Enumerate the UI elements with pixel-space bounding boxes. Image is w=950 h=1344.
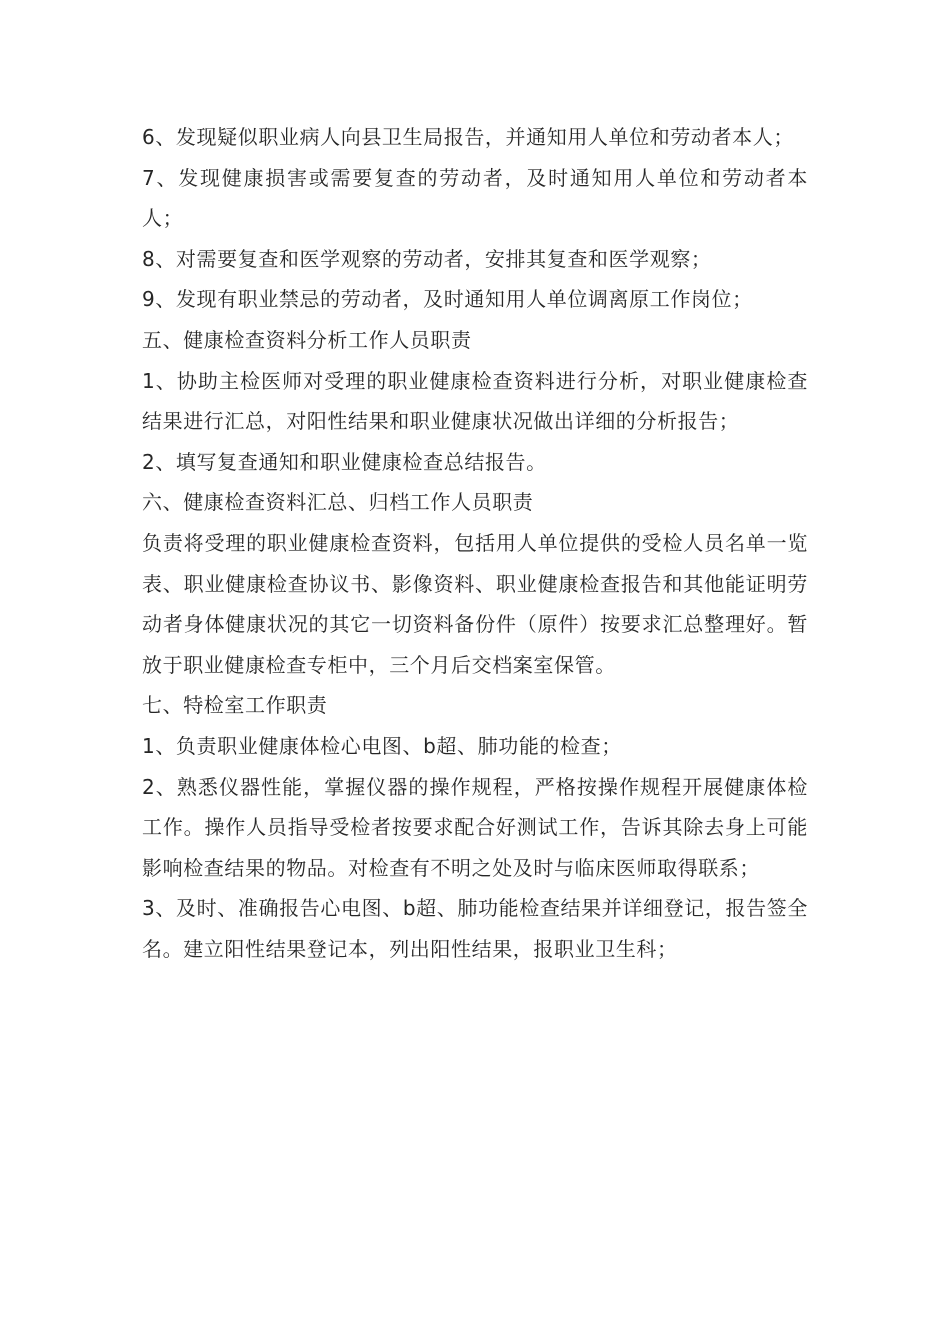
paragraph-section7-item-1: 1、负责职业健康体检心电图、b超、肺功能的检查； [142,733,622,758]
paragraph-section7-item-2: 2、熟悉仪器性能，掌握仪器的操作规程，严格按操作规程开展健康体检工作。操作人员指导受检者按要求配合好测试工作，告诉其除去身上可能影响检查结果的物品。对检查有不明之处及时与临床医师取得联系； [142,774,808,880]
paragraph-item-7-health-damage-review: 7、发现健康损害或需要复查的劳动者，及时通知用人单位和劳动者本人； [142,165,808,231]
paragraph-section5-item-2: 2、填写复查通知和职业健康检查总结报告。 [142,449,547,474]
section-heading-6: 六、健康检查资料汇总、归档工作人员职责 [142,490,534,515]
paragraph-item-6-suspected-occupational-disease: 6、发现疑似职业病人向县卫生局报告，并通知用人单位和劳动者本人； [142,125,794,149]
paragraph-item-8-review-observation: 8、对需要复查和医学观察的劳动者，安排其复查和医学观察； [142,246,712,271]
section-heading-5: 五、健康检查资料分析工作人员职责 [142,327,472,352]
paragraph-section7-item-3: 3、及时、准确报告心电图、b超、肺功能检查结果并详细登记，报告签全名。建立阳性结果登记本，列出阳性结果，报职业卫生科； [142,896,808,961]
paragraph-section5-item-1: 1、协助主检医师对受理的职业健康检查资料进行分析，对职业健康检查结果进行汇总，对阳性结果和职业健康状况做出详细的分析报告； [142,368,808,434]
section-heading-7: 七、特检室工作职责 [142,693,328,718]
paragraph-section6-body: 负责将受理的职业健康检查资料，包括用人单位提供的受检人员名单一览表、职业健康检查协议书、影像资料、职业健康检查报告和其他能证明劳动者身体健康状况的其它一切资料备份件（原件）按要求汇总整理好。暂放于职业健康检查专柜中，三个月后交档案室保管。 [142,530,808,677]
paragraph-item-9-occupational-contraindication: 9、发现有职业禁忌的劳动者，及时通知用人单位调离原工作岗位； [142,287,753,312]
document-body [142,117,808,969]
